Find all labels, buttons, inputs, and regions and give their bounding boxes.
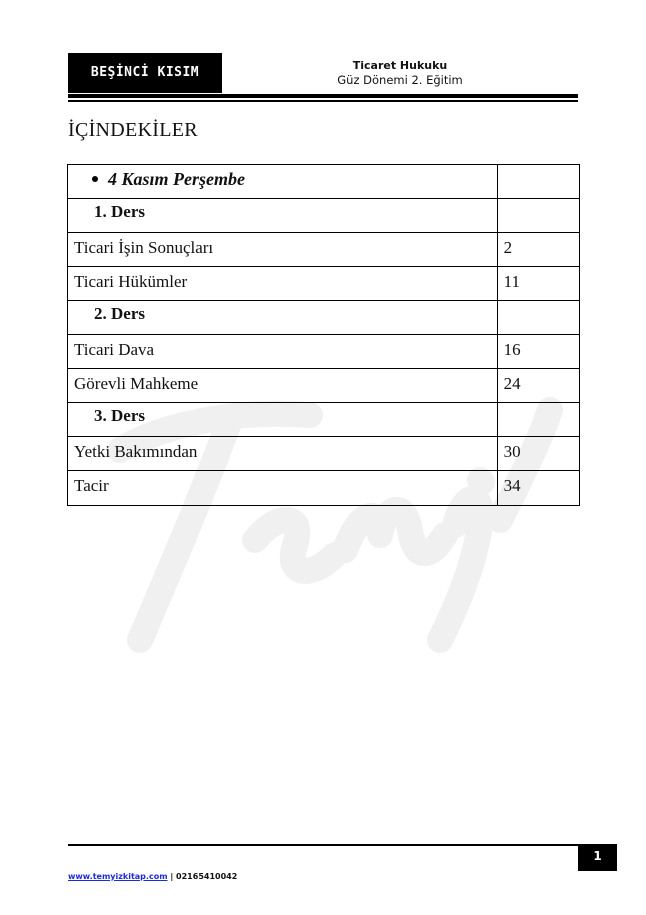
- toc-page-cell: [497, 403, 579, 437]
- toc-day-label: 4 Kasım Perşembe: [108, 169, 245, 189]
- toc-entry-page: 11: [497, 267, 579, 301]
- toc-entry-row: [68, 335, 580, 369]
- course-title: Ticaret Hukuku: [352, 59, 448, 72]
- footer-separator: |: [170, 872, 174, 881]
- toc-entry-page: 2: [497, 233, 579, 267]
- phone-number: 02165410042: [176, 872, 238, 881]
- footer-rule: [68, 844, 578, 846]
- toc-entry-row: [68, 471, 580, 506]
- toc-entry-title[interactable]: Görevli Mahkeme: [68, 369, 498, 403]
- toc-lesson-row: [68, 301, 580, 335]
- toc-day-row: [68, 165, 580, 199]
- toc-lesson-label: 1. Ders: [68, 199, 498, 233]
- toc-entry-page: 30: [497, 437, 579, 471]
- toc-lesson-row: [68, 199, 580, 233]
- toc-page-cell: [497, 199, 579, 233]
- toc-entry-row: [68, 369, 580, 403]
- toc-entry-title[interactable]: Ticari İşin Sonuçları: [68, 233, 498, 267]
- toc-page-cell: [497, 301, 579, 335]
- bullet-icon: [92, 176, 98, 182]
- section-tab: BEŞİNCİ KISIM: [68, 53, 222, 93]
- toc-lesson-row: [68, 403, 580, 437]
- toc-entry-title[interactable]: Yetki Bakımından: [68, 437, 498, 471]
- toc-entry-row: [68, 267, 580, 301]
- toc-entry-page: 24: [497, 369, 579, 403]
- header-course-info: [300, 58, 500, 88]
- toc-heading: İÇİNDEKİLER: [68, 119, 198, 141]
- toc-entry-page: 34: [497, 471, 579, 506]
- website-link[interactable]: www.temyizkitap.com: [68, 872, 168, 881]
- toc-entry-row: [68, 437, 580, 471]
- header-rule-thin: [68, 100, 578, 102]
- page-number: 1: [578, 844, 617, 871]
- toc-entry-title[interactable]: Ticari Dava: [68, 335, 498, 369]
- toc-entry-page: 16: [497, 335, 579, 369]
- toc-lesson-label: 2. Ders: [68, 301, 498, 335]
- toc-lesson-label: 3. Ders: [68, 403, 498, 437]
- toc-entry-title[interactable]: Tacir: [68, 471, 498, 506]
- toc-entry-row: [68, 233, 580, 267]
- toc-page-cell: [497, 165, 579, 199]
- toc-day-cell: [68, 165, 498, 199]
- toc-table: [67, 164, 580, 506]
- header-rule-thick: [68, 94, 578, 98]
- toc-entry-title[interactable]: Ticari Hükümler: [68, 267, 498, 301]
- footer-contact: [68, 872, 237, 881]
- term-label: Güz Dönemi 2. Eğitim: [337, 73, 463, 87]
